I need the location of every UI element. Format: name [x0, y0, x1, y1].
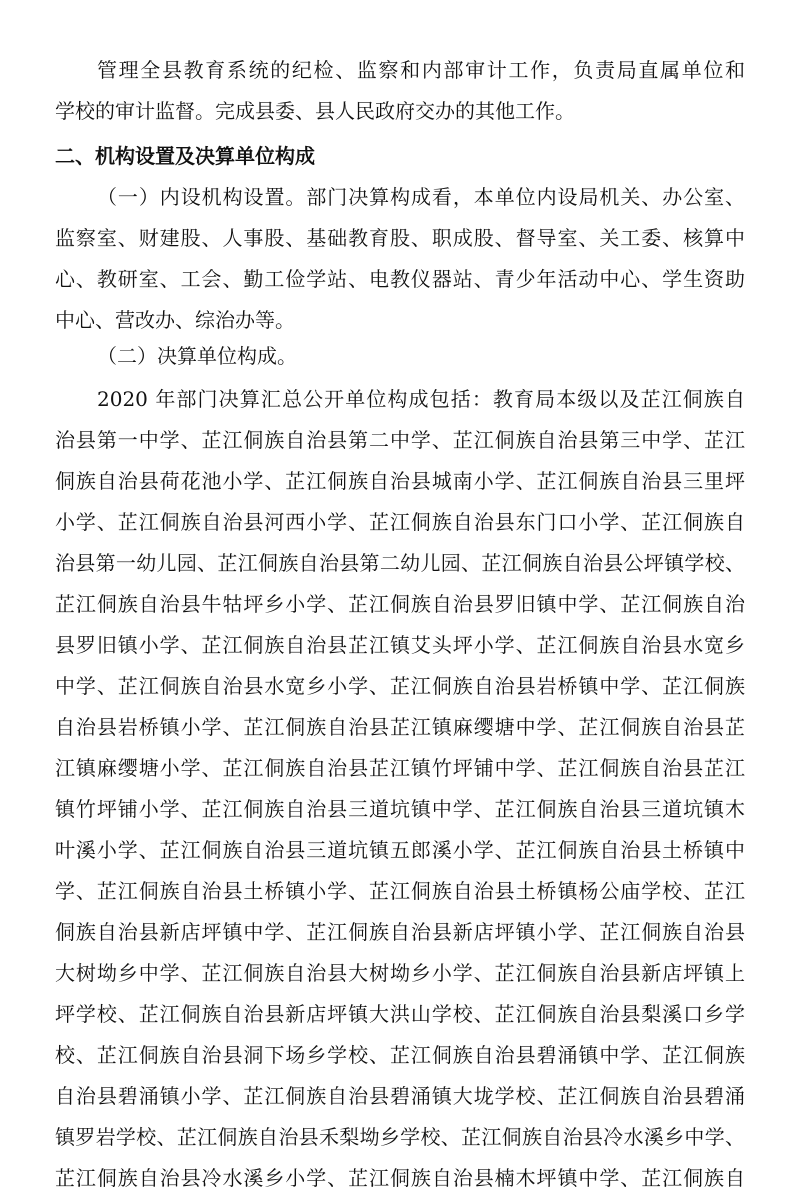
units-heading: （二）决算单位构成。: [97, 344, 297, 368]
text-line: 坪学校、芷江侗族自治县新店坪镇大洪山学校、芷江侗族自治县梨溪口乡学: [55, 1002, 745, 1026]
text-line: 侗族自治县新店坪镇中学、芷江侗族自治县新店坪镇小学、芷江侗族自治县: [55, 920, 745, 944]
text-line: 镇竹坪铺小学、芷江侗族自治县三道坑镇中学、芷江侗族自治县三道坑镇木: [55, 797, 745, 821]
text-line: 中心、营改办、综治办等。: [55, 308, 295, 332]
text-line: 学、芷江侗族自治县土桥镇小学、芷江侗族自治县土桥镇杨公庙学校、芷江: [55, 879, 745, 903]
text-line: 叶溪小学、芷江侗族自治县三道坑镇五郎溪小学、芷江侗族自治县土桥镇中: [55, 838, 745, 862]
text-line: 管理全县教育系统的纪检、监察和内部审计工作，负责局直属单位和: [97, 58, 745, 82]
text-line: 中学、芷江侗族自治县水宽乡小学、芷江侗族自治县岩桥镇中学、芷江侗族: [55, 674, 745, 698]
text-line: 小学、芷江侗族自治县河西小学、芷江侗族自治县东门口小学、芷江侗族自: [55, 510, 745, 534]
text-line: 校、芷江侗族自治县洞下场乡学校、芷江侗族自治县碧涌镇中学、芷江侗族: [55, 1043, 745, 1067]
text-line: 自治县碧涌镇小学、芷江侗族自治县碧涌镇大垅学校、芷江侗族自治县碧涌: [55, 1084, 745, 1108]
text-line: 学校的审计监督。完成县委、县人民政府交办的其他工作。: [55, 99, 575, 123]
section-2-heading: 二、机构设置及决算单位构成: [55, 144, 315, 168]
text-line: 镇罗岩学校、芷江侗族自治县禾梨坳乡学校、芷江侗族自治县冷水溪乡中学、: [55, 1125, 745, 1149]
text-line: 侗族自治县荷花池小学、芷江侗族自治县城南小学、芷江侗族自治县三里坪: [55, 469, 745, 493]
text-line: 监察室、财建股、人事股、基础教育股、职成股、督导室、关工委、核算中: [55, 226, 745, 250]
section-heading: [55, 136, 745, 177]
text-line: 治县第一中学、芷江侗族自治县第二中学、芷江侗族自治县第三中学、芷江: [55, 428, 745, 452]
text-line: 心、教研室、工会、勤工俭学站、电教仪器站、青少年活动中心、学生资助: [55, 267, 745, 291]
text-line: 治县第一幼儿园、芷江侗族自治县第二幼儿园、芷江侗族自治县公坪镇学校、: [55, 551, 745, 575]
text-line: 2020 年部门决算汇总公开单位构成包括：教育局本级以及芷江侗族自: [97, 387, 745, 411]
text-line: 县罗旧镇小学、芷江侗族自治县芷江镇艾头坪小学、芷江侗族自治县水宽乡: [55, 633, 745, 657]
text-line: 江镇麻缨塘小学、芷江侗族自治县芷江镇竹坪铺中学、芷江侗族自治县芷江: [55, 756, 745, 780]
duties-paragraph: [55, 50, 745, 132]
subsection-heading: [55, 336, 745, 377]
internal-structure-paragraph: [55, 177, 745, 341]
text-line: （一）内设机构设置。部门决算构成看，本单位内设局机关、办公室、: [97, 185, 745, 209]
units-paragraph: [55, 379, 745, 1199]
text-line: 芷江侗族自治县牛牯坪乡小学、芷江侗族自治县罗旧镇中学、芷江侗族自治: [55, 592, 745, 616]
text-line: 大树坳乡中学、芷江侗族自治县大树坳乡小学、芷江侗族自治县新店坪镇上: [55, 961, 745, 985]
text-line: 自治县岩桥镇小学、芷江侗族自治县芷江镇麻缨塘中学、芷江侗族自治县芷: [55, 715, 745, 739]
text-line: 芷江侗族自治县冷水溪乡小学、芷江侗族自治县楠木坪镇中学、芷江侗族自: [55, 1166, 745, 1190]
